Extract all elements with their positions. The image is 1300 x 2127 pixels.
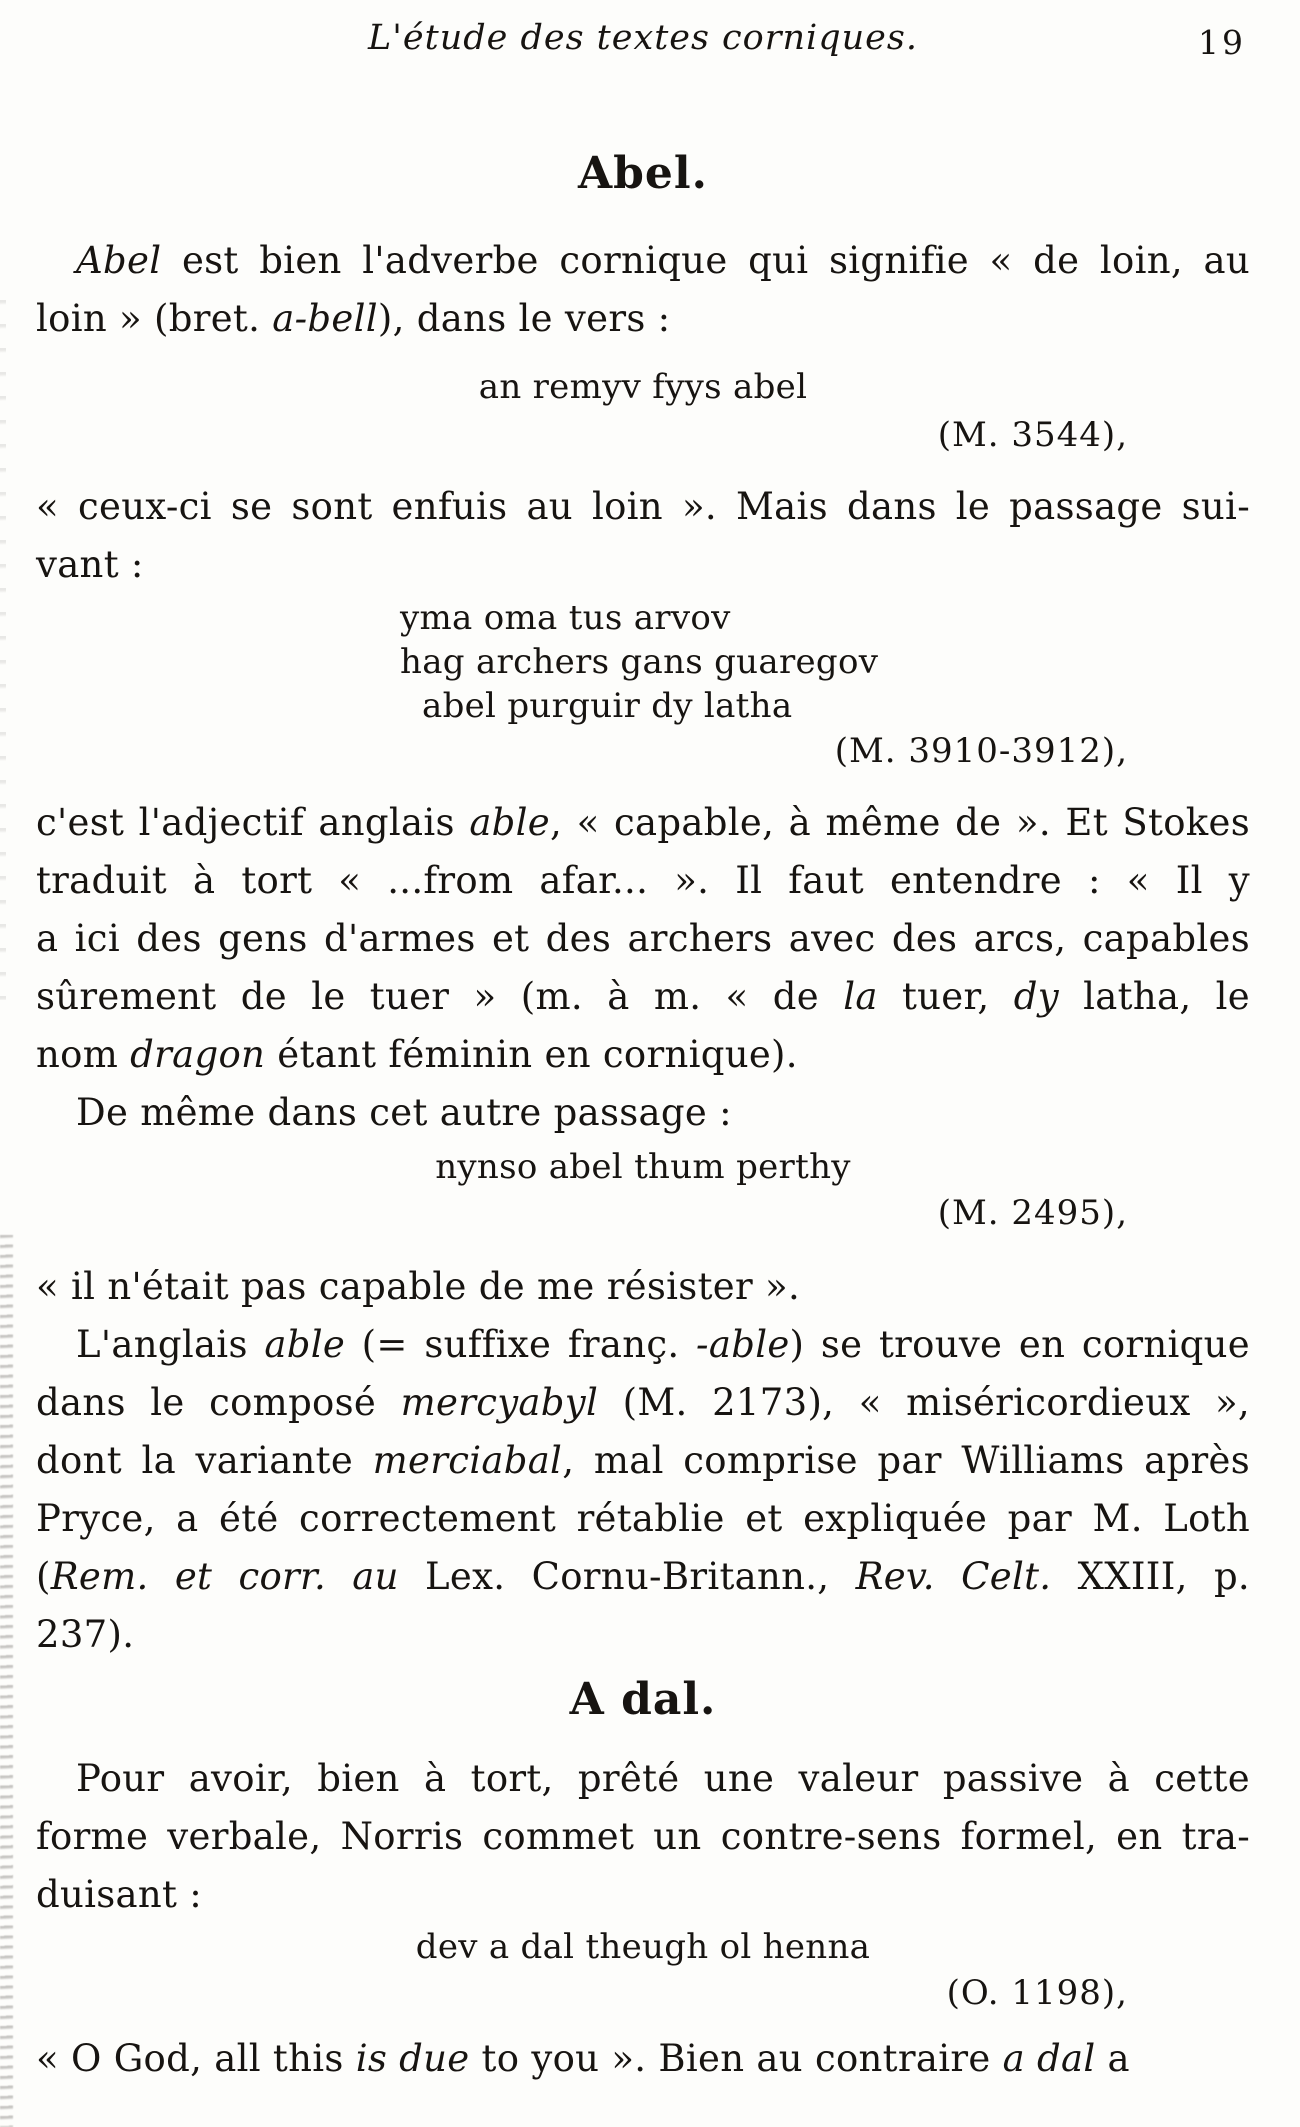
verse-dev-a-dal [36, 1924, 1250, 1970]
text-line: 237). [36, 1613, 135, 1656]
section-heading-abel: Abel. [578, 148, 708, 199]
text-line: yma oma tus arvov [400, 598, 731, 638]
text-line: « O God, all this is due to you ». Bien au contraire a dal a [36, 2037, 1130, 2080]
paragraph-o-god [36, 2030, 1250, 2088]
text-line: (Rem. et corr. au Lex. Cornu-Britann., Rev. Celt. XXIII, p. [36, 1555, 1250, 1598]
running-title: L'étude des textes corniques. [368, 18, 918, 58]
text-line: « il n'était pas capable de me résister ». [36, 1265, 800, 1308]
text-line: hag archers gans guaregov [400, 642, 879, 682]
verse-nynso-abel [36, 1144, 1250, 1190]
text-line: dev a dal theugh ol henna [415, 1927, 871, 1967]
text-line: duisant : [36, 1873, 203, 1916]
text-line: dont la variante merciabal, mal comprise par Williams après [36, 1439, 1250, 1482]
paragraph-ceux-ci [36, 478, 1250, 594]
verse-yma-oma [400, 596, 1250, 728]
text-line: Pryce, a été correctement rétablie et expliquée par M. Loth [36, 1497, 1250, 1540]
text-line: nom dragon étant féminin en cornique). [36, 1033, 798, 1076]
citation-o-1198: (O. 1198), [946, 1973, 1128, 2013]
section-heading-a-dal: A dal. [569, 1674, 717, 1725]
text-line: vant : [36, 543, 144, 586]
text-line: nynso abel thum perthy [435, 1147, 851, 1187]
paragraph-il-netait-pas [36, 1258, 1250, 1316]
paragraph-de-meme [36, 1084, 1250, 1142]
verse-an-remyv [36, 364, 1250, 410]
citation-m-3910-3912: (M. 3910-3912), [834, 731, 1128, 771]
page-number: 19 [1198, 23, 1246, 62]
text-line: traduit à tort « ...from afar... ». Il faut entendre : « Il y [36, 859, 1250, 902]
scan-edge-artifact [0, 1235, 13, 2127]
text-line: De même dans cet autre passage : [76, 1091, 732, 1134]
text-line: dans le composé mercyabyl (M. 2173), « miséricordieux », [36, 1381, 1250, 1424]
citation-m-3544: (M. 3544), [937, 415, 1128, 455]
scan-edge-artifact-upper [0, 300, 6, 1000]
text-line: forme verbale, Norris commet un contre-sens formel, en tra- [36, 1815, 1250, 1858]
text-line: abel purguir dy latha [422, 686, 793, 726]
paragraph-anglais-able [36, 1316, 1250, 1664]
running-head [36, 18, 1250, 64]
text-line: c'est l'adjectif anglais able, « capable, à même de ». Et Stokes [36, 801, 1250, 844]
text-line: an remyv fyys abel [478, 367, 808, 407]
text-line: Pour avoir, bien à tort, prêté une valeur passive à cette [76, 1757, 1250, 1800]
citation-m-2495: (M. 2495), [937, 1193, 1128, 1233]
text-line: loin » (bret. a-bell), dans le vers : [36, 297, 671, 340]
paragraph-adjectif-anglais [36, 794, 1250, 1084]
text-line: Abel est bien l'adverbe cornique qui signifie « de loin, au [76, 239, 1250, 282]
text-line: sûrement de le tuer » (m. à m. « de la tuer, dy latha, le [36, 975, 1250, 1018]
text-line: « ceux-ci se sont enfuis au loin ». Mais dans le passage sui- [36, 485, 1250, 528]
text-line: a ici des gens d'armes et des archers avec des arcs, capables [36, 917, 1250, 960]
paragraph-abel-intro [36, 232, 1250, 348]
paragraph-pour-avoir [36, 1750, 1250, 1924]
text-line: L'anglais able (= suffixe franç. -able) se trouve en cornique [76, 1323, 1250, 1366]
